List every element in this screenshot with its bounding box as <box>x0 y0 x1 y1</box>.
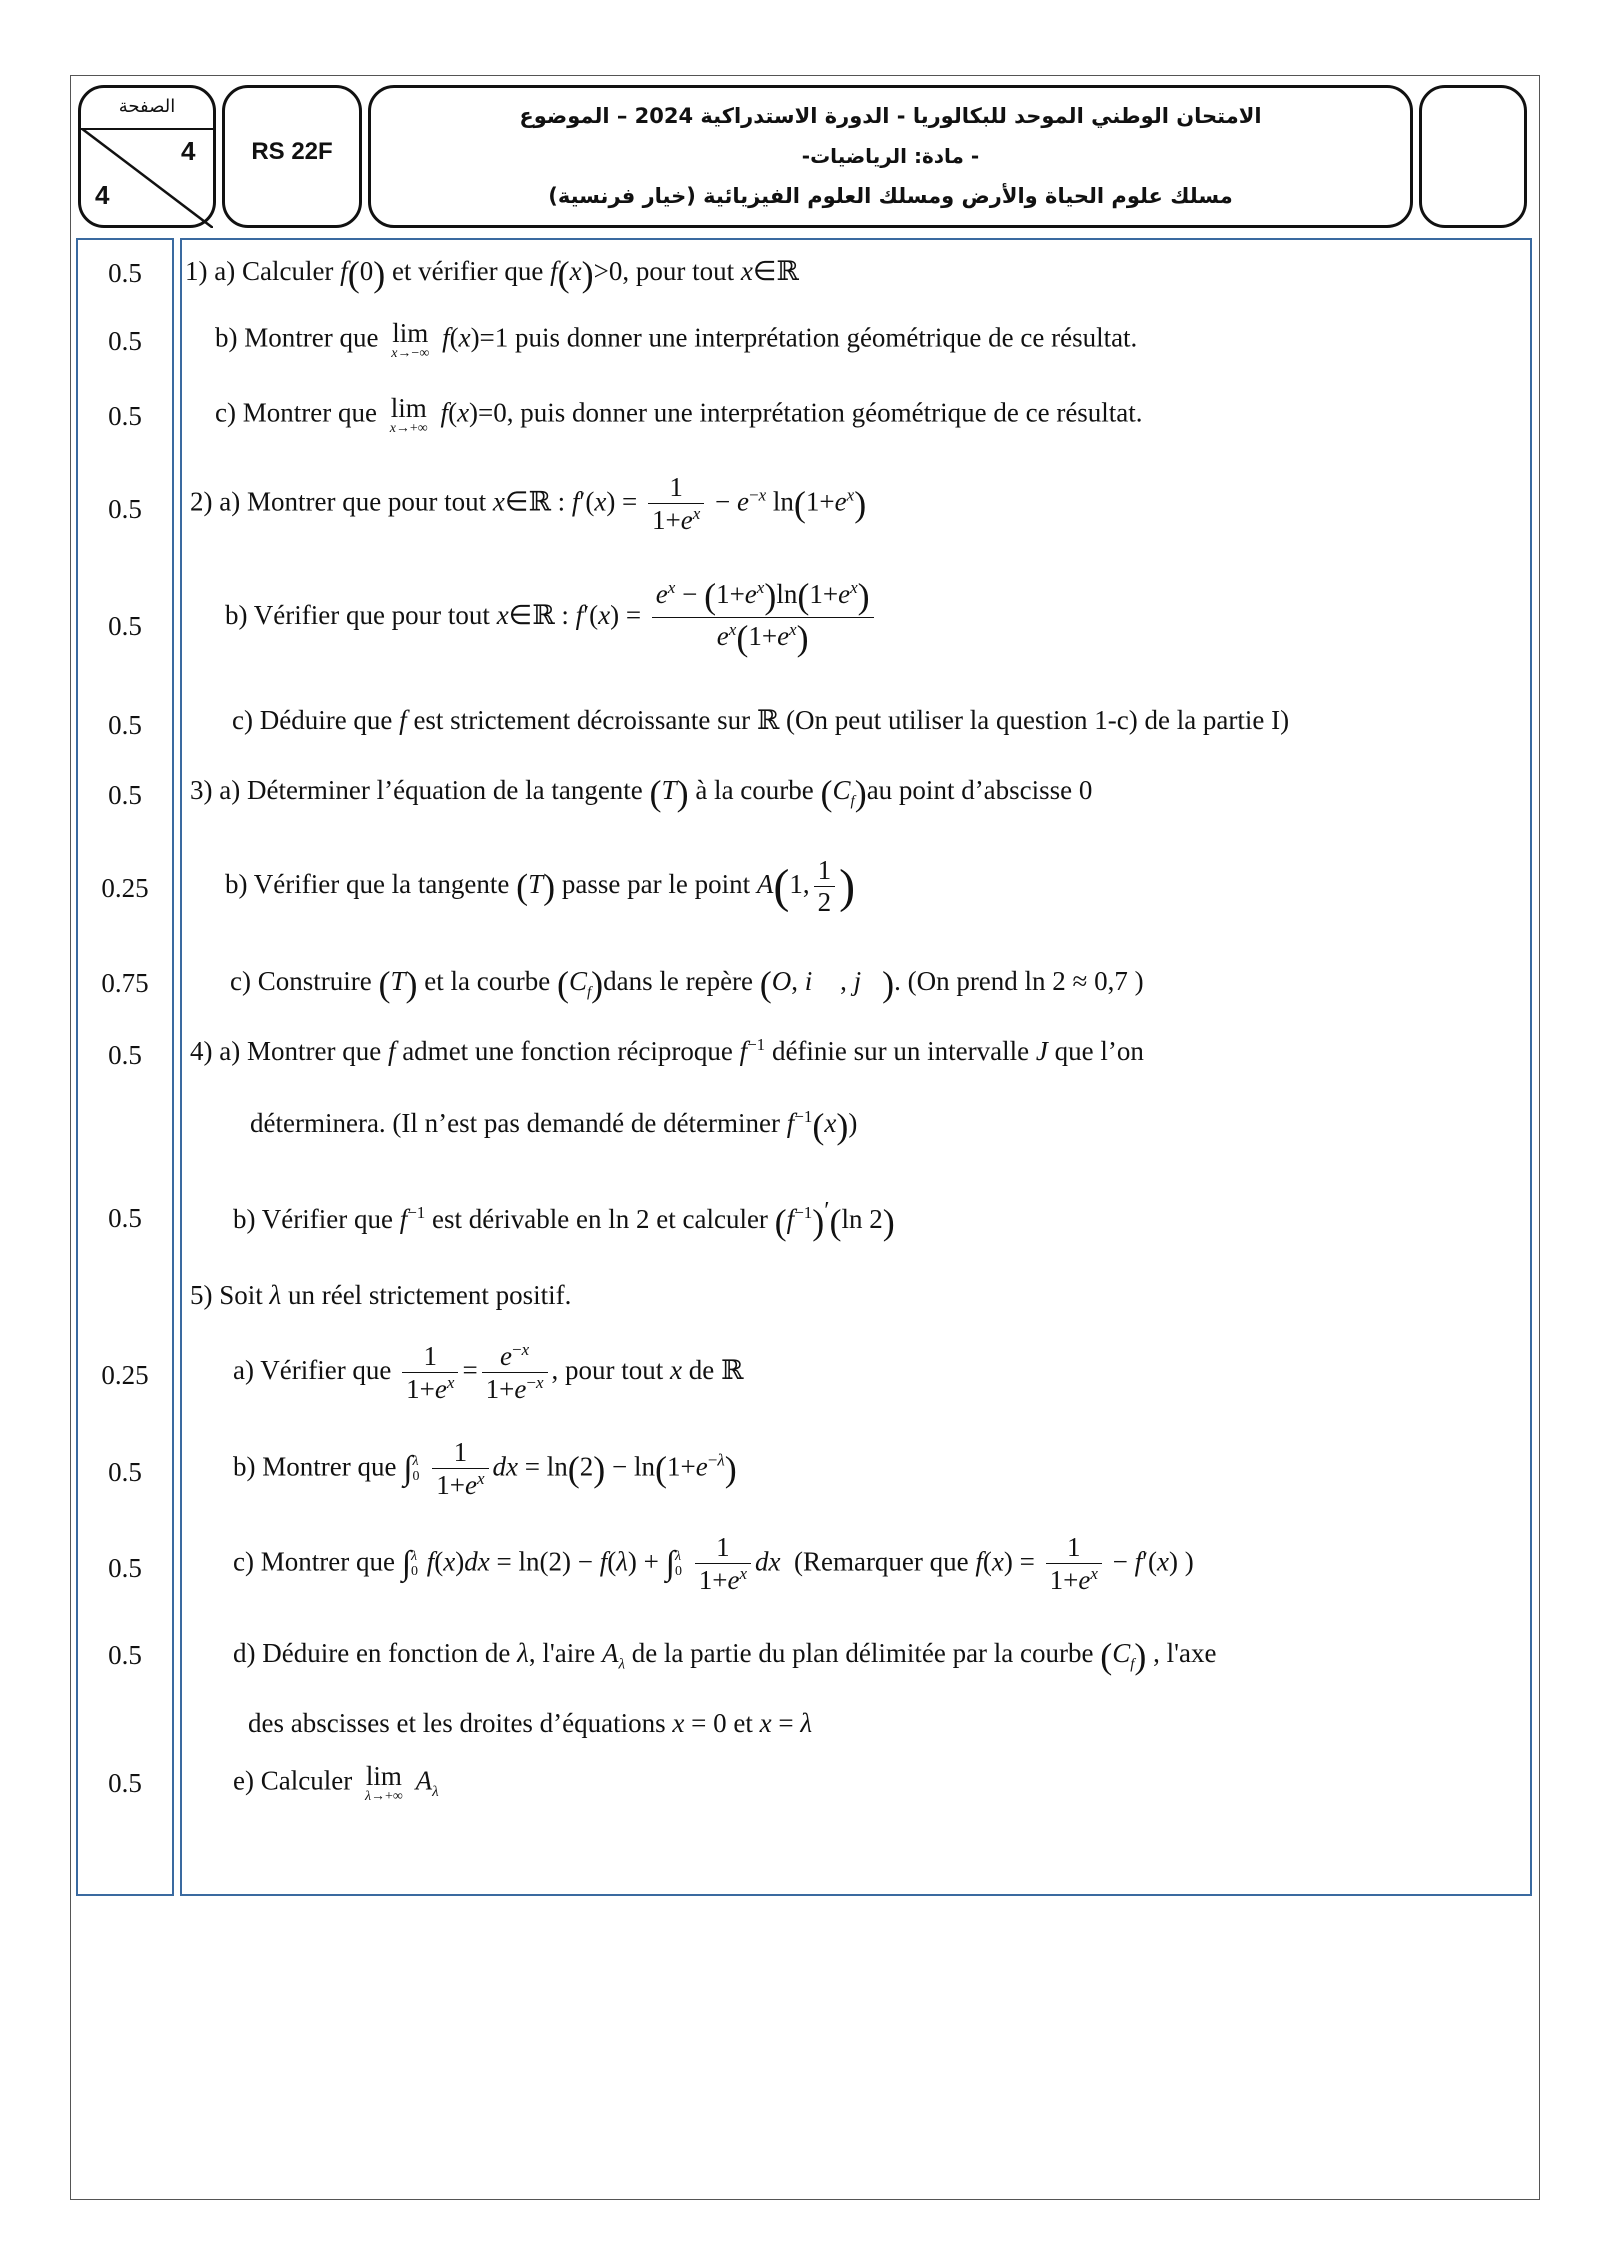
question-5d: d) Déduire en fonction de λ, l'aire $A_\lambda$ de la partie du plan délimitée par la courbe $(C_f)$ , l'axe <box>233 1636 1217 1676</box>
page-current: 4 <box>181 136 196 166</box>
points-value: 0.25 <box>101 873 149 903</box>
points-value: 0.5 <box>108 1040 142 1070</box>
question-5e: e) Calculer lim λ→+∞ $A_\lambda$ <box>233 1761 439 1804</box>
question-3b: b) Vérifier que la tangente (T) passe par le point A(1, $\frac{1}{2}$ ) <box>225 855 856 918</box>
question-1b: b) Montrer que lim x→−∞ f(x)=1 puis donner une interprétation géométrique de ce résultat. <box>215 318 1138 361</box>
question-5c: c) Montrer que ∫λ 0 f(x)dx = ln(2) − f(λ) + ∫λ 0 $\frac{1}{1+e^x}$ dx (Remarquer que f(x) = $\frac{1}{1+e^x}$ − f′(x) ) <box>233 1532 1194 1596</box>
exam-code-box <box>222 85 362 228</box>
points-value: 0.5 <box>108 1768 142 1798</box>
question-4a-continued: déterminera. (Il n’est pas demandé de déterminer $f^{-1}(x)$) <box>250 1106 858 1146</box>
page-number-box <box>78 85 216 228</box>
points-value: 0.25 <box>101 1360 149 1390</box>
question-3a: 3) a) Déterminer l’équation de la tangente (T) à la courbe $(C_f)au$ point d’abscisse 0 <box>190 773 1093 813</box>
points-value: 0.5 <box>108 710 142 740</box>
question-3c: c) Construire (T) et la courbe $(C_f)dans$ le repère (O, i⃗ , j⃗). (On prend ln 2 ≈ 0,7 ) <box>230 964 1144 1004</box>
question-2c: c) Déduire que f est strictement décroissante sur ℝ (On peut utiliser la question 1-c) de la partie I) <box>232 705 1290 736</box>
exam-code: RS 22F <box>251 138 333 165</box>
question-5a: a) Vérifier que $\frac{1}{1+e^x}$ = $\frac{e^{-x}}{1+e^{-x}}$ , pour tout x de ℝ <box>233 1340 744 1405</box>
points-value: 0.5 <box>108 611 142 641</box>
question-1a: 1) a) Calculer f(0) et vérifier que f(x)>0, pour tout x∈ℝ <box>185 254 799 294</box>
question-5-intro: 5) Soit λ un réel strictement positif. <box>190 1280 572 1310</box>
question-1c: c) Montrer que lim x→+∞ f(x)=0, puis donner une interprétation géométrique de ce résultat. <box>215 393 1143 436</box>
question-4b: b) Vérifier que $f^{-1}$ est dérivable en ln 2 et calculer $(f^{-1})'(\ln$ 2) <box>233 1198 895 1242</box>
points-value: 0.5 <box>108 494 142 524</box>
question-4a: 4) a) Montrer que f admet une fonction réciproque $f^{-1}$ définie sur un intervalle J que l’on <box>190 1035 1144 1066</box>
exam-subject: - مادة: الرياضيات- <box>801 144 980 168</box>
page-total: 4 <box>95 180 110 210</box>
points-value: 0.5 <box>108 1457 142 1487</box>
page-label: الصفحة <box>81 88 213 130</box>
points-value: 0.5 <box>108 1640 142 1670</box>
points-value: 0.75 <box>101 968 149 998</box>
points-value: 0.5 <box>108 401 142 431</box>
exam-track: مسلك علوم الحياة والأرض ومسلك العلوم الفيزيائية (خيار فرنسية) <box>548 184 1233 208</box>
question-2a: 2) a) Montrer que pour tout x∈ℝ : f′(x) = $\frac{1}{1+e^x}$ − $e^{-x}$ $\ln(1+e^x)$ <box>190 472 867 536</box>
points-value: 0.5 <box>108 326 142 356</box>
question-2b: b) Vérifier que pour tout x∈ℝ : f′(x) = $\frac{e^x - (1+e^x)\ln(1+e^x)}{e^x(1+e^x)}$ <box>225 576 878 660</box>
exam-title-box <box>368 85 1413 228</box>
question-5d-continued: des abscisses et les droites d’équations x = 0 et x = λ <box>248 1708 813 1738</box>
exam-title: الامتحان الوطني الموحد للبكالوريا - الدورة الاستدراكية 2024 – الموضوع <box>519 104 1262 128</box>
question-5b: b) Montrer que ∫λ 0 $\frac{1}{1+e^x}$ dx = $\ln(2) - \ln(1+e^{-\lambda})$ <box>233 1437 737 1501</box>
blank-box <box>1419 85 1527 228</box>
points-value: 0.5 <box>108 1553 142 1583</box>
points-value: 0.5 <box>108 780 142 810</box>
points-value: 0.5 <box>108 1203 142 1233</box>
points-value: 0.5 <box>108 258 142 288</box>
